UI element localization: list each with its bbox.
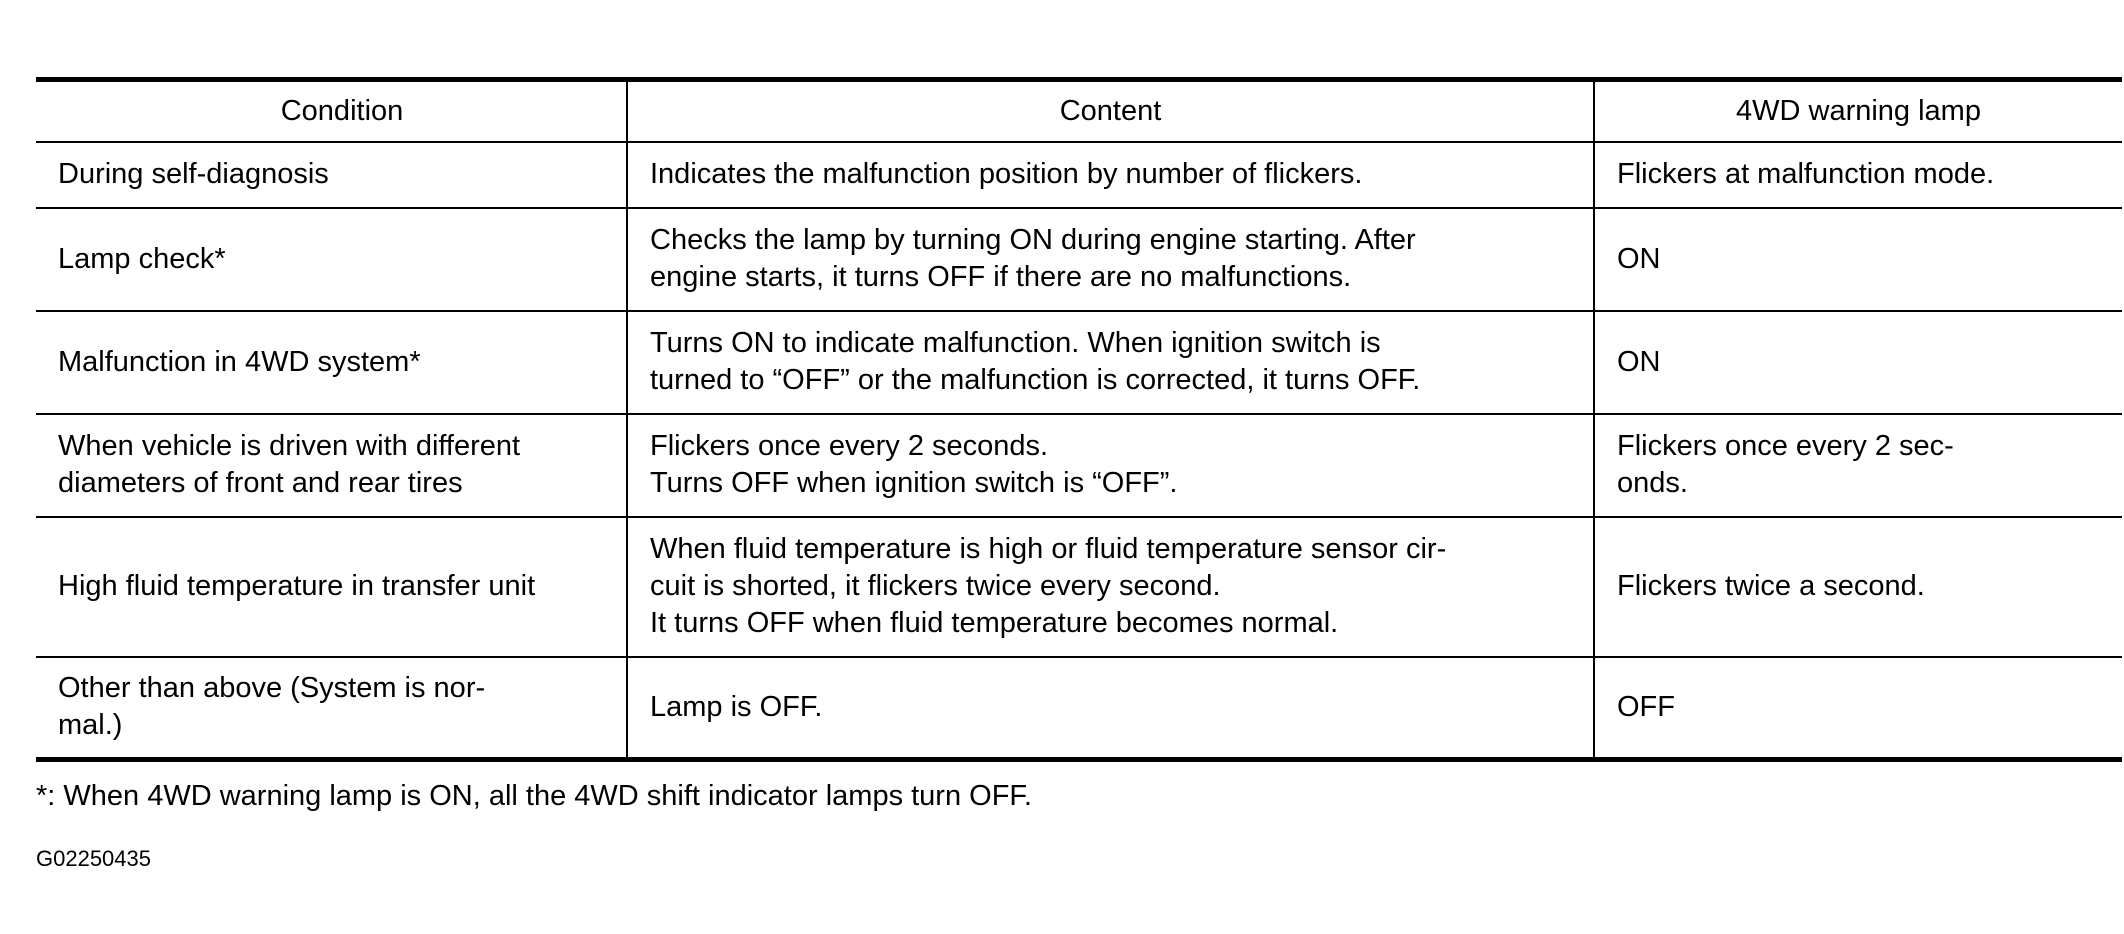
condition-cell: Other than above (System is nor- mal.) (36, 657, 627, 760)
table-row (36, 311, 2122, 414)
footnote: *: When 4WD warning lamp is ON, all the 4WD shift indicator lamps turn OFF. (36, 780, 1032, 812)
table-row (36, 657, 2122, 760)
condition-cell: Malfunction in 4WD system* (36, 311, 627, 414)
condition-cell: When vehicle is driven with different diameters of front and rear tires (36, 414, 627, 517)
lamp-cell: Flickers once every 2 sec- onds. (1594, 414, 2122, 517)
content-cell: Checks the lamp by turning ON during engine starting. After engine starts, it turns OFF if there are no malfunctions. (627, 208, 1594, 311)
table-row (36, 414, 2122, 517)
content-cell: Lamp is OFF. (627, 657, 1594, 760)
table-body (36, 142, 2122, 760)
table-row (36, 517, 2122, 657)
table-row (36, 208, 2122, 311)
content-cell: Flickers once every 2 seconds. Turns OFF when ignition switch is “OFF”. (627, 414, 1594, 517)
table-row (36, 142, 2122, 208)
lamp-cell: OFF (1594, 657, 2122, 760)
content-cell: Turns ON to indicate malfunction. When ignition switch is turned to “OFF” or the malfunction is corrected, it turns OFF. (627, 311, 1594, 414)
warning-lamp-table (36, 77, 2122, 762)
lamp-cell: Flickers at malfunction mode. (1594, 142, 2122, 208)
header-row (36, 80, 2122, 142)
condition-cell: Lamp check* (36, 208, 627, 311)
lamp-cell: ON (1594, 208, 2122, 311)
content-cell: Indicates the malfunction position by number of flickers. (627, 142, 1594, 208)
header-content: Content (627, 80, 1594, 142)
lamp-cell: Flickers twice a second. (1594, 517, 2122, 657)
lamp-cell: ON (1594, 311, 2122, 414)
condition-cell: High fluid temperature in transfer unit (36, 517, 627, 657)
condition-cell: During self-diagnosis (36, 142, 627, 208)
content-cell: When fluid temperature is high or fluid temperature sensor cir- cuit is shorted, it flickers twice every second. It turns OFF when fluid temperature becomes normal. (627, 517, 1594, 657)
header-condition: Condition (36, 80, 627, 142)
document-code: G02250435 (36, 846, 151, 871)
table-header (36, 80, 2122, 142)
header-warning-lamp: 4WD warning lamp (1594, 80, 2122, 142)
